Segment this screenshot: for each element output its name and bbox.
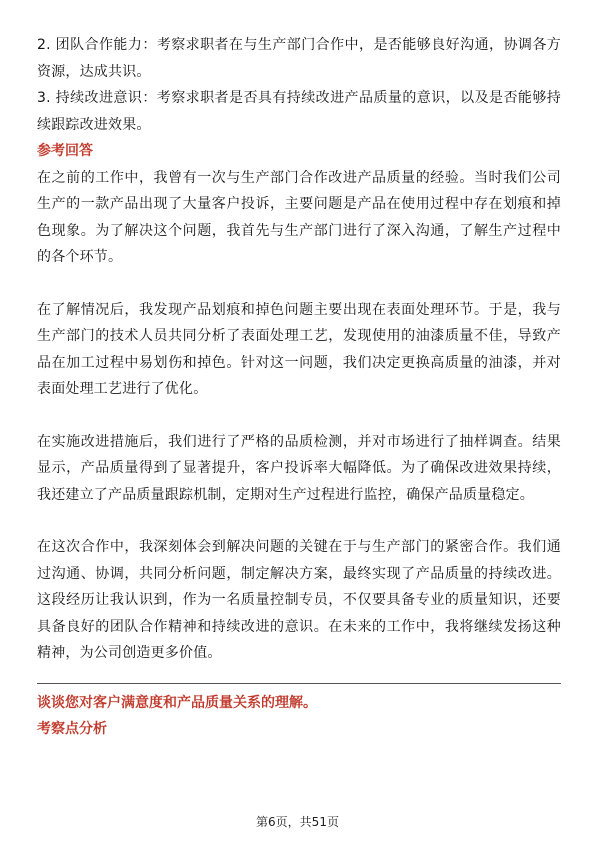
answer-paragraph-2: 在了解情况后，我发现产品划痕和掉色问题主要出现在表面处理环节。于是，我与生产部门的技术人员共同分析了表面处理工艺，发现使用的油漆质量不佳，导致产品在加工过程中易划伤和掉色。针对这一问题，我们决定更换高质量的油漆，并对表面处理工艺进行了优化。 (37, 301, 561, 397)
next-question-title: 谈谈您对客户满意度和产品质量关系的理解。 (37, 694, 317, 711)
answer-paragraph-1: 在之前的工作中，我曾有一次与生产部门合作改进产品质量的经验。当时我们公司生产的一款产品出现了大量客户投诉，主要问题是产品在使用过程中存在划痕和掉色现象。为了解决这个问题，我首先与生产部门进行了深入沟通，了解生产过程中的各个环节。 (37, 169, 561, 265)
answer-heading: 参考回答 (37, 143, 93, 159)
answer-paragraph-3: 在实施改进措施后，我们进行了严格的品质检测，并对市场进行了抽样调查。结果显示，产品质量得到了显著提升，客户投诉率大幅降低。为了确保改进效果持续，我还建立了产品质量跟踪机制，定期对生产过程进行监控，确保产品质量稳定。 (37, 433, 561, 503)
page-content (37, 32, 561, 743)
page-number: 第6页，共51页 (256, 815, 339, 829)
criterion-continuous-improvement: 3. 持续改进意识：考察求职者是否具有持续改进产品质量的意识，以及是否能够持续跟踪改进效果。 (37, 90, 561, 133)
criterion-teamwork: 2. 团队合作能力：考察求职者在与生产部门合作中，是否能够良好沟通，协调各方资源，达成共识。 (37, 37, 561, 80)
section-divider (37, 683, 561, 684)
next-analysis-heading: 考察点分析 (37, 721, 107, 737)
answer-paragraph-4: 在这次合作中，我深刻体会到解决问题的关键在于与生产部门的紧密合作。我们通过沟通、协调，共同分析问题，制定解决方案，最终实现了产品质量的持续改进。这段经历让我认识到，作为一名质量控制专员，不仅要具备专业的质量知识，还要具备良好的团队合作精神和持续改进的意识。在未来的工作中，我将继续发扬这种精神，为公司创造更多价值。 (37, 539, 561, 661)
